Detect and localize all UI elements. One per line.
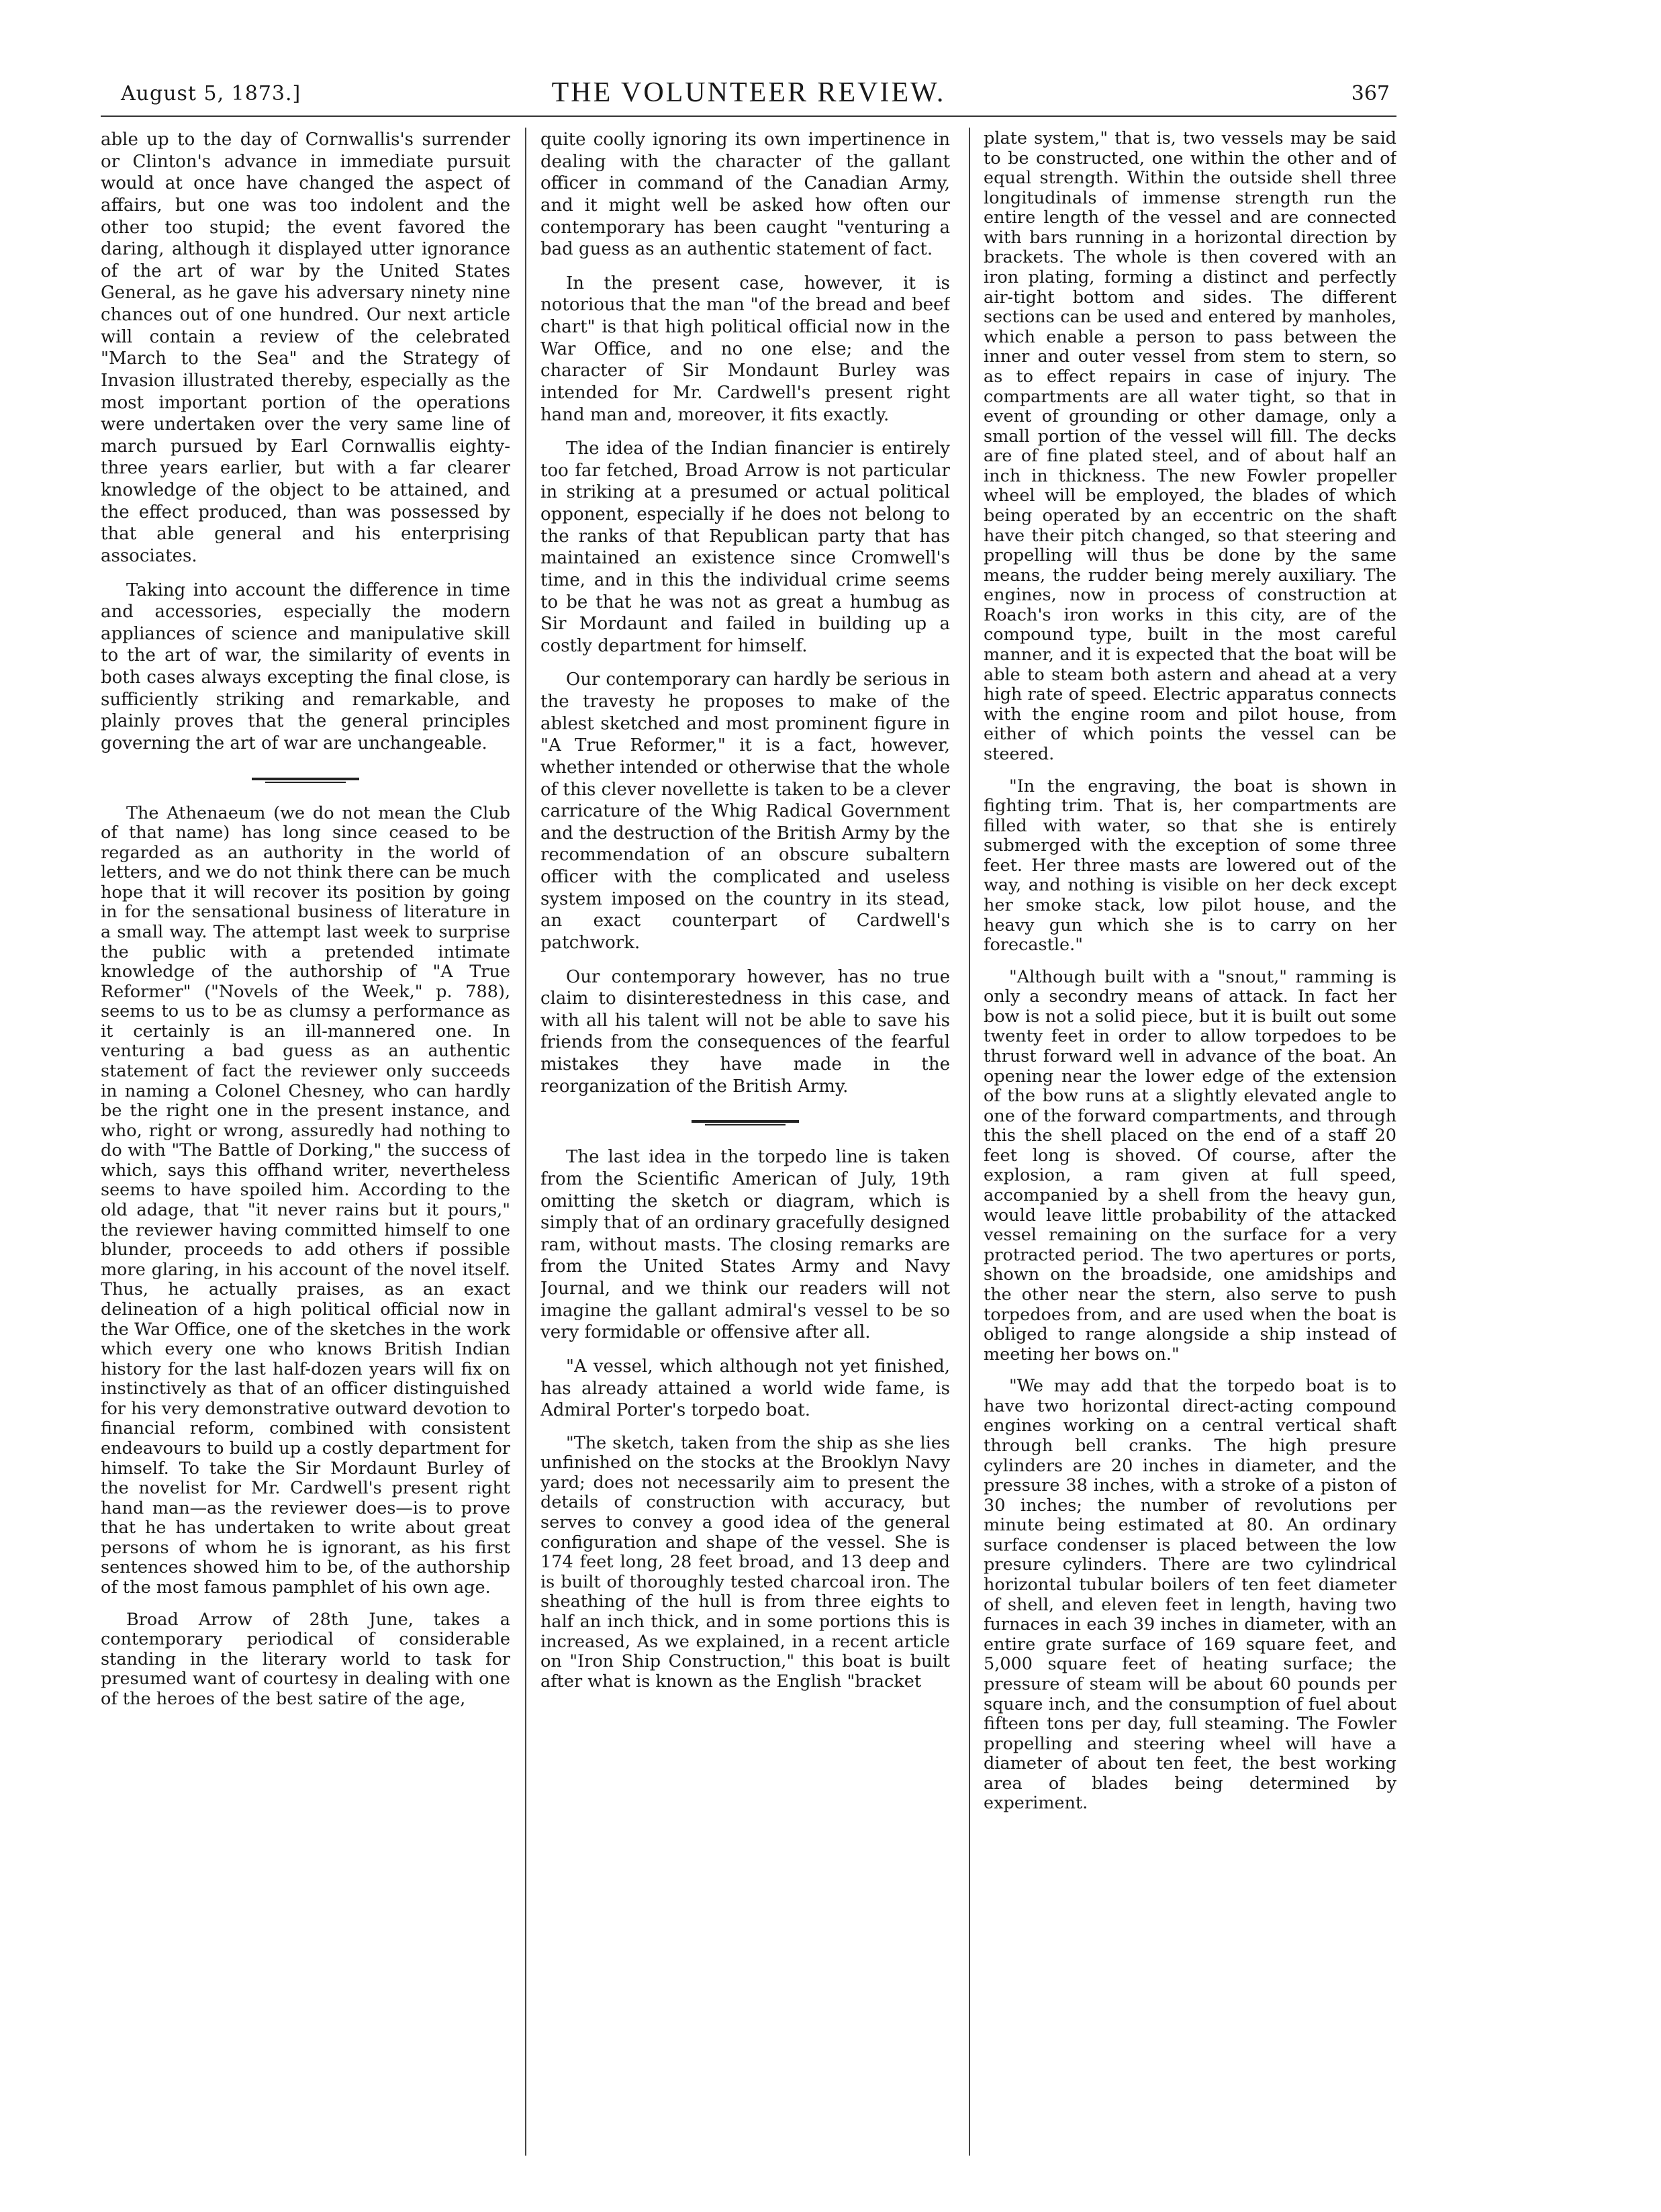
article-paragraph: "The sketch, taken from the ship as she lies unfinished on the stocks at the Brooklyn Navy yard; does not necessarily aim to present the details of construction with accuracy, but serves to convey a good idea of the general configuration and shape of the vessel. She is 174 feet long, 28 feet broad, and 13 deep and is built of thoroughly tested charcoal iron. The sheathing of the hull is from three eights to half an inch thick, and in some portions this is increased, As we explained, in a recent article on "Iron Ship Construction," this boat is built after what is known as the English "bracket [540,1432,950,1692]
article-paragraph: Our contemporary however, has no true claim to disinterestedness in this case, and with all his talent will not be able to save his friends from the consequences of the fearful mistakes they have made in the reorganization of the British Army. [540,966,950,1097]
issue-date: August 5, 1873.] [121,82,301,105]
article-paragraph: The Athenaeum (we do not mean the Club of that name) has long since ceased to be regarded as an authority in the world of letters, and we do not think there can be much hope that it will recover its position by going in for the sensational business of literature in a small way. The attempt last week to surprise the public with a pretended intimate knowledge of the authorship of "A True Reformer" ("Novels of the Week," p. 788), seems to us to be as clumsy a performance as it certainly is an ill-mannered one. In venturing a bad guess as an authentic statement of fact the reviewer only succeeds in naming a Colonel Chesney, who can hardly be the right one in the present instance, and who, right or wrong, assuredly had nothing to do with "The Battle of Dorking," the success of which, says this offhand writer, nevertheless seems to have spoiled him. According to the old adage, that "it never rains but it pours," the reviewer having committed himself to one blunder, proceeds to add others if possible more glaring, in his account of the novel itself. Thus, he actually praises, as an exact delineation of a high political official now in the War Office, one of the sketches in the work which every one who knows British Indian history for the last half-dozen years will fix on instinctively as that of an officer distinguished for his very demonstrative outward devotion to financial reform, combined with consistent endeavours to build up a costly department for himself. To take the Sir Mordaunt Burley of the novelist for Mr. Cardwell's present right hand man—as the reviewer does—is to prove that he has undertaken to write about great persons of whom he is ignorant, as his first sentences showed him to be, of the authorship of the most famous pamphlet of his own age. [101,802,510,1598]
article-paragraph: "We may add that the torpedo boat is to have two horizontal direct-acting compound engines working on a central vertical shaft through bell cranks. The high presure cylinders are 20 inches in diameter, and the pressure 38 inches, with a stroke of a piston of 30 inches; the number of revolutions per minute being estimated at 80. An ordinary surface condenser is placed between the low presure cylinders. There are two cylindrical horizontal tubular boilers of ten feet diameter of shell, and eleven feet in length, having two furnaces in each 39 inches in diameter, with an entire grate surface of 169 square feet, and 5,000 square feet of heating surface; the pressure of steam will be about 60 pounds per square inch, and the consumption of fuel about fifteen tons per day, full steaming. The Fowler propelling and steering wheel will have a diameter of about ten feet, the best working area of blades being determined by experiment. [984,1376,1396,1814]
column-rule-right [969,128,970,2156]
article-paragraph: Our contemporary can hardly be serious in the travesty he proposes to make of the ablest sketched and most prominent figure in "A True Reformer," it is a fact, however, whether intended or otherwise that the whole of this clever novellette is taken to be a clever carricature of the Whig Radical Government and the destruction of the British Army by the recommendation of an obscure subaltern officer with the complicated and useless system imposed on the country in its stead, an exact counterpart of Cardwell's patchwork. [540,670,950,953]
header-rule [101,116,1396,117]
column-left [101,129,510,2150]
column-middle [540,129,950,2150]
newspaper-page [101,74,1396,2162]
article-paragraph: Broad Arrow of 28th June, takes a contemporary periodical of considerable standing in the literary world to task for presumed want of courtesy in dealing with one of the heroes of the best satire of the age, [101,1609,510,1709]
article-paragraph: plate system," that is, two vessels may be said to be constructed, one within the other and of equal strength. Within the outside shell three longitudinals of immense strength run the entire length of the vessel and are connected with bars running in a horizontal direction by brackets. The whole is then covered with an iron plating, forming a distinct and perfectly air-tight bottom and sides. The different sections can be used and entered by manholes, which enable a person to pass between the inner and outer vessel from stem to stern, so as to effect repairs in case of injury. The compartments are all water tight, so that in event of grounding or other damage, only a small portion of the vessel will fill. The decks are of fine plated steel, and of about half an inch in thickness. The new Fowler propeller wheel will be employed, the blades of which being operated by an eccentric on the shaft have their pitch changed, so that steering and propelling will thus be done by the same means, the rudder being merely auxiliary. The engines, now in process of construction at Roach's iron works in this city, are of the compound type, built in the most careful manner, and it is expected that the boat will be able to steam both astern and ahead at a very high rate of speed. Electric apparatus connects with the engine room and pilot house, from either of which points the vessel can be steered. [984,129,1396,764]
article-paragraph: Taking into account the difference in time and accessories, especially the modern appliances of science and manipulative skill to the art of war, the similarity of events in both cases always excepting the final close, is sufficiently striking and remarkable, and plainly proves that the general principles governing the art of war are unchangeable. [101,580,510,753]
article-paragraph: "In the engraving, the boat is shown in fighting trim. That is, her compartments are filled with water, so that she is entirely submerged with the exception of some three feet. Her three masts are lowered out of the way, and nothing is visible on her deck except her smoke stack, low pilot house, and the heavy gun which she is to carry on her forecastle." [984,776,1396,956]
section-divider [252,778,359,784]
section-divider [692,1120,799,1126]
masthead-title: THE VOLUNTEER REVIEW. [551,77,946,108]
article-paragraph: "Although built with a "snout," ramming is only a secondry means of attack. In fact her bow is not a solid piece, but it is built out some twenty feet in order to allow torpedoes to be thrust forward well in advance of the boat. An opening near the lower edge of the extension of the bow runs at a slightly elevated angle to one of the forward compartments, and through this the shell placed on the end of a staff 20 feet long is shoved. Of course, after the explosion, a ram given at full speed, accompanied by a shell from the heavy gun, would leave little probability of the attacked vessel remaining on the surface for a very protracted period. The two apertures or ports, shown on the broadside, one amidships and the other near the stern, also serve to push torpedoes from, and are used when the boat is obliged to range alongside a ship instead of meeting her bows on." [984,966,1396,1365]
column-right [984,129,1396,2150]
article-paragraph: able up to the day of Cornwallis's surrender or Clinton's advance in immediate pursuit would at once have changed the aspect of affairs, but one was too indolent and the other too stupid; the event favored the daring, although it displayed utter ignorance of the art of war by the United States General, as he gave his adversary ninety nine chances out of one hundred. Our next article will contain a review of the celebrated "March to the Sea" and the Strategy of Invasion illustrated thereby, especially as the most important portion of the operations were undertaken over the very same line of march pursued by Earl Cornwallis eighty-three years earlier, but with a far clearer knowledge of the object to be attained, and the effect produced, than was possessed by that able general and his enterprising associates. [101,130,510,566]
article-paragraph: The idea of the Indian financier is entirely too far fetched, Broad Arrow is not particular in striking at a presumed or actual political opponent, especially if he does not belong to the ranks of that Republican party that has maintained an existence since Cromwell's time, and in this the individual crime seems to be that he was not as great a humbug as Sir Mordaunt and failed in building up a costly department for himself. [540,439,950,656]
column-rule-left [525,128,526,2156]
article-paragraph: The last idea in the torpedo line is taken from the Scientific American of July, 19th omitting the sketch or diagram, which is simply that of an ordinary gracefully designed ram, without masts. The closing remarks are from the United States Army and Navy Journal, and we think our readers will not imagine the gallant admiral's vessel to be so very formidable or offensive after all. [540,1147,950,1343]
page-number: 367 [1351,82,1390,105]
article-paragraph: In the present case, however, it is notorious that the man "of the bread and beef chart" is that high political official now in the War Office, and no one else; and the character of Sir Mondaunt Burley was intended for Mr. Cardwell's present right hand man and, moreover, it fits exactly. [540,273,950,425]
article-paragraph: "A vessel, which although not yet finished, has already attained a world wide fame, is Admiral Porter's torpedo boat. [540,1356,950,1421]
page-header [101,74,1396,114]
article-paragraph: quite coolly ignoring its own impertinence in dealing with the character of the gallant officer in command of the Canadian Army, and it might well be asked how often our contemporary has been caught "venturing a bad guess as an authentic statement of fact. [540,130,950,260]
